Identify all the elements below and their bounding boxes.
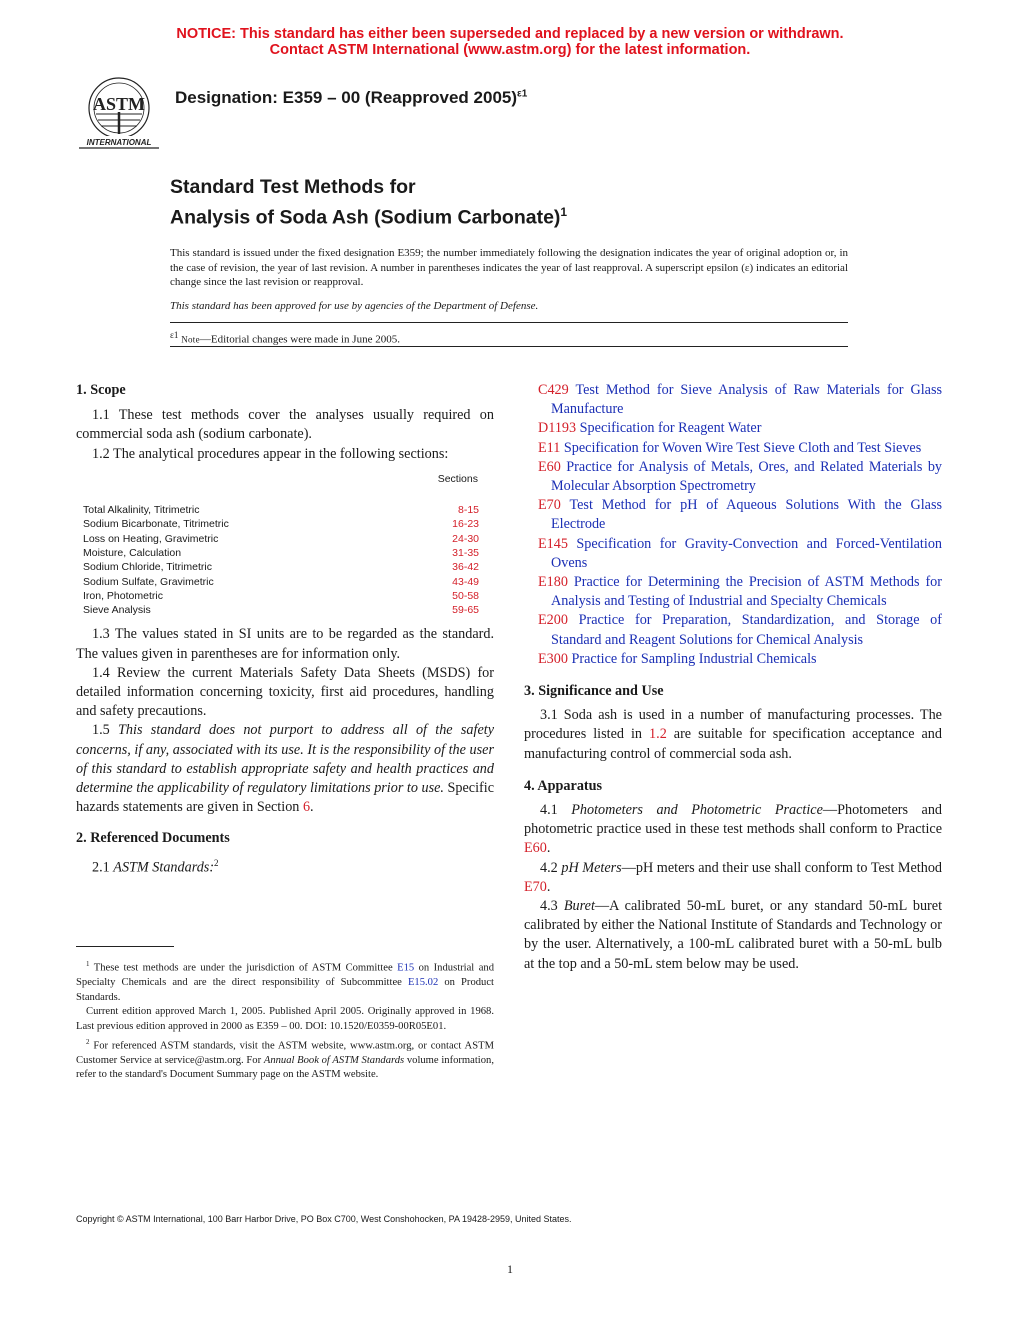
referenced-document	[524, 535, 942, 573]
apparatus-4-3	[524, 897, 942, 974]
ref-title-link[interactable]: Specification for Reagent Water	[579, 420, 762, 437]
scope-1-1: 1.1 These test methods cover the analyses usually required on commercial soda ash (sodium carbonate).	[76, 407, 494, 443]
footnote-1-text-b: on Industrial and Specialty Chemicals and are the direct responsibility of Subcommittee	[76, 962, 494, 989]
significance-3-1-text-b: are suitable for specification acceptance and manufacturing control of commercial soda ash.	[524, 726, 942, 762]
footnote-2-text-a: For referenced ASTM standards, visit the ASTM website, www.astm.org, or contact ASTM Customer Service at service@astm.org. For	[76, 1040, 494, 1066]
designation-text: Designation: E359 – 00 (Reapproved 2005)	[175, 88, 518, 107]
section-range-link[interactable]: 8-15	[457, 504, 479, 517]
link-section-6[interactable]: 6	[302, 799, 311, 816]
left-column	[76, 381, 494, 878]
editorial-note	[170, 330, 400, 346]
referenced-document	[524, 458, 942, 496]
apparatus-4-3-text: —A calibrated 50-mL buret, or any standard 50-mL buret calibrated by either the National Institute of Standards and Technology or by the user. Alternatively, a 100-mL calibrated buret with a 50-mL bulb at the top and a 50-mL stem below may be used.	[524, 898, 943, 972]
sections-row	[83, 517, 479, 531]
editorial-note-text: —Editorial changes were made in June 2005.	[199, 333, 400, 346]
section-range-link[interactable]: 16-23	[452, 518, 479, 531]
footnote-1-mark: 1	[86, 960, 90, 968]
footnote-2-text-b: volume information, refer to the standard's Document Summary page on the ASTM website.	[76, 1054, 494, 1081]
footnotes	[76, 957, 494, 1083]
section-range-link[interactable]: 31-35	[452, 546, 479, 559]
section-name: Sieve Analysis	[83, 604, 151, 617]
apparatus-4-3-title: Buret	[563, 898, 595, 915]
referenced-document	[524, 496, 942, 534]
right-column	[524, 381, 942, 974]
referenced-2-1-label: ASTM Standards:	[113, 859, 215, 876]
editorial-note-epsilon: ε1	[170, 330, 179, 340]
referenced-list	[524, 381, 942, 669]
referenced-document	[524, 573, 942, 611]
footnote-ref-2: 2	[214, 857, 219, 868]
copyright: Copyright © ASTM International, 100 Barr Harbor Drive, PO Box C700, West Conshohocken, PA 19428-2959, United States.	[76, 1214, 572, 1224]
rule-bottom	[170, 346, 848, 347]
apparatus-4-2: 4.2 pH Meters—pH meters and their use shall conform to Test Method E70.	[524, 859, 943, 895]
dod-approval: This standard has been approved for use by agencies of the Department of Defense.	[170, 300, 539, 312]
apparatus-4-2-title: pH Meters	[561, 859, 622, 876]
section-name: Sodium Chloride, Titrimetric	[83, 561, 212, 574]
apparatus-4-3-num: 4.3	[540, 898, 564, 915]
section-name: Loss on Heating, Gravimetric	[83, 532, 219, 545]
apparatus-4-1-num: 4.1	[540, 802, 572, 819]
ref-title-link[interactable]: Specification for Gravity-Convection and Forced-Ventilation Ovens	[551, 535, 943, 571]
sections-row	[83, 575, 479, 589]
notice-line-1: NOTICE: This standard has either been superseded and replaced by a new version or withdrawn.	[176, 26, 844, 42]
astm-logo-letters: ASTM	[92, 94, 146, 114]
section-range-link[interactable]: 59-65	[452, 604, 479, 617]
referenced-document	[524, 439, 942, 458]
scope-1-3: 1.3 The values stated in SI units are to be regarded as the standard. The values given in parentheses are for information only.	[76, 626, 494, 662]
ref-code-link[interactable]: E70	[538, 497, 561, 514]
title-footnote-ref: 1	[560, 205, 568, 219]
section-name: Sodium Sulfate, Gravimetric	[83, 575, 214, 588]
ref-title-link[interactable]: Test Method for Sieve Analysis of Raw Materials for Glass Manufacture	[551, 382, 942, 418]
section-name: Sodium Bicarbonate, Titrimetric	[83, 518, 229, 531]
footnote-1	[76, 957, 494, 1005]
issued-statement: This standard is issued under the fixed designation E359; the number immediately following the designation indicates the year of original adoption or, in the case of revision, the year of last revision. A number in parentheses indicates the year of last reapproval. A superscript epsilon (ε) indicates an editorial change since the last revision or reapproval.	[170, 247, 848, 288]
rule-top	[170, 322, 848, 323]
sections-row	[83, 589, 479, 603]
referenced-document	[524, 419, 942, 438]
apparatus-4-2-num: 4.2	[540, 859, 562, 876]
footnote-1-text-c: on Product Standards.	[76, 977, 494, 1003]
section-name: Total Alkalinity, Titrimetric	[83, 504, 200, 517]
significance-3-1	[524, 706, 942, 764]
apparatus-4-2-text: —pH meters and their use shall conform to Test Method	[621, 859, 943, 876]
page-title	[170, 175, 567, 231]
footnote-2	[76, 1035, 494, 1083]
section-name: Moisture, Calculation	[83, 546, 182, 559]
ref-title-link[interactable]: Specification for Woven Wire Test Sieve Cloth and Test Sieves	[563, 439, 922, 456]
ref-title-link[interactable]: Practice for Sampling Industrial Chemicals	[571, 650, 817, 667]
footnote-2-mark: 2	[86, 1037, 90, 1046]
withdrawn-notice	[0, 26, 1020, 58]
sections-row	[83, 503, 479, 517]
ref-title-link[interactable]: Practice for Preparation, Standardization, and Storage of Standard and Reagent Solutions for Chemical Analysis	[551, 612, 943, 648]
sections-row	[83, 560, 479, 574]
link-e60[interactable]: E60	[524, 840, 547, 857]
designation	[175, 88, 527, 108]
sections-table	[83, 503, 479, 617]
referenced-2-1-num: 2.1	[92, 859, 114, 876]
scope-1-5-caveat: This standard does not purport to address all of the safety concerns, if any, associated with its use. It is the responsibility of the user of this standard to establish appropriate safety and health practices and determine the applicability of regulatory limitations prior to use.	[76, 722, 494, 797]
scope-1-2: 1.2 The analytical procedures appear in the following sections:	[92, 445, 449, 462]
astm-logo-caption: INTERNATIONAL	[86, 138, 152, 147]
link-e15-02[interactable]: E15.02	[407, 977, 439, 989]
scope-1-4: 1.4 Review the current Materials Safety Data Sheets (MSDS) for detailed information concerning toxicity, first aid procedures, handling and safety precautions.	[76, 664, 494, 720]
ref-code-link[interactable]: E180	[538, 574, 568, 591]
ref-title-link[interactable]: Test Method for pH of Aqueous Solutions With the Glass Electrode	[551, 497, 942, 533]
footnote-2-annual-book: Annual Book of ASTM Standards	[263, 1054, 405, 1066]
apparatus-heading: 4. Apparatus	[524, 777, 603, 794]
designation-epsilon: ε1	[517, 88, 528, 100]
ref-title-link[interactable]: Practice for Determining the Precision of ASTM Methods for Analysis and Testing of Industrial and Specialty Chemicals	[551, 574, 943, 610]
scope-1-5-num: 1.5	[92, 722, 119, 739]
notice-line-2: Contact ASTM International (www.astm.org) for the latest information.	[269, 42, 751, 58]
scope-1-5-text: Specific hazards statements are given in Section	[76, 780, 495, 816]
section-range-link[interactable]: 50-58	[452, 589, 479, 602]
ref-code-link[interactable]: C429	[538, 382, 569, 398]
referenced-document	[524, 650, 942, 669]
sections-row	[83, 546, 479, 560]
ref-code-link[interactable]: E145	[538, 535, 568, 552]
title-line-2: Analysis of Soda Ash (Sodium Carbonate)	[170, 206, 561, 229]
ref-code-link[interactable]: E11	[538, 439, 561, 456]
link-e15[interactable]: E15	[397, 962, 415, 974]
significance-3-1-text-a: 3.1 Soda ash is used in a number of manufacturing processes. The procedures listed in	[524, 707, 942, 743]
sections-header: Sections	[437, 472, 478, 485]
section-range-link[interactable]: 36-42	[452, 561, 479, 574]
footnote-1-text-a: These test methods are under the jurisdiction of ASTM Committee	[89, 962, 398, 974]
referenced-document	[524, 381, 942, 419]
page-number: 1	[507, 1262, 513, 1276]
sections-row	[83, 603, 479, 617]
ref-title-link[interactable]: Practice for Analysis of Metals, Ores, and Related Materials by Molecular Absorption Spectrometry	[551, 458, 943, 495]
ref-code-link[interactable]: E200	[538, 612, 568, 629]
footnote-rule	[76, 946, 174, 947]
referenced-2-1	[76, 854, 494, 878]
section-range-link[interactable]: 43-49	[452, 575, 479, 588]
referenced-document	[524, 611, 942, 649]
footnote-1-edition: Current edition approved March 1, 2005. Published April 2005. Originally approved in 1968. Last previous edition approved in 2000 as E359 – 00. DOI: 10.1520/E0359-00R05E01.	[76, 1006, 494, 1032]
section-range-link[interactable]: 24-30	[452, 532, 479, 545]
section-name: Iron, Photometric	[83, 589, 163, 602]
scope-1-5-end: .	[310, 799, 314, 816]
referenced-heading: 2. Referenced Documents	[76, 830, 230, 847]
scope-heading: 1. Scope	[76, 382, 126, 398]
astm-logo	[74, 74, 164, 154]
editorial-note-label: Note	[181, 334, 200, 345]
ref-code-link[interactable]: E60	[538, 458, 561, 475]
link-section-1-2[interactable]: 1.2	[649, 726, 667, 743]
apparatus-4-1-title: Photometers and Photometric Practice	[571, 802, 823, 819]
ref-code-link[interactable]: D1193	[538, 420, 577, 437]
link-e70[interactable]: E70	[524, 878, 547, 895]
ref-code-link[interactable]: E300	[538, 650, 568, 667]
title-line-1: Standard Test Methods for	[170, 176, 416, 198]
scope-1-5	[76, 721, 494, 817]
sections-row	[83, 532, 479, 546]
apparatus-4-1: 4.1 Photometers and Photometric Practice—Photometers and photometric practice used in these test methods shall conform to Practice E60.	[524, 802, 943, 857]
significance-heading: 3. Significance and Use	[524, 683, 664, 700]
apparatus-4-1-text: —Photometers and photometric practice used in these test methods shall conform to Practice	[524, 802, 943, 838]
